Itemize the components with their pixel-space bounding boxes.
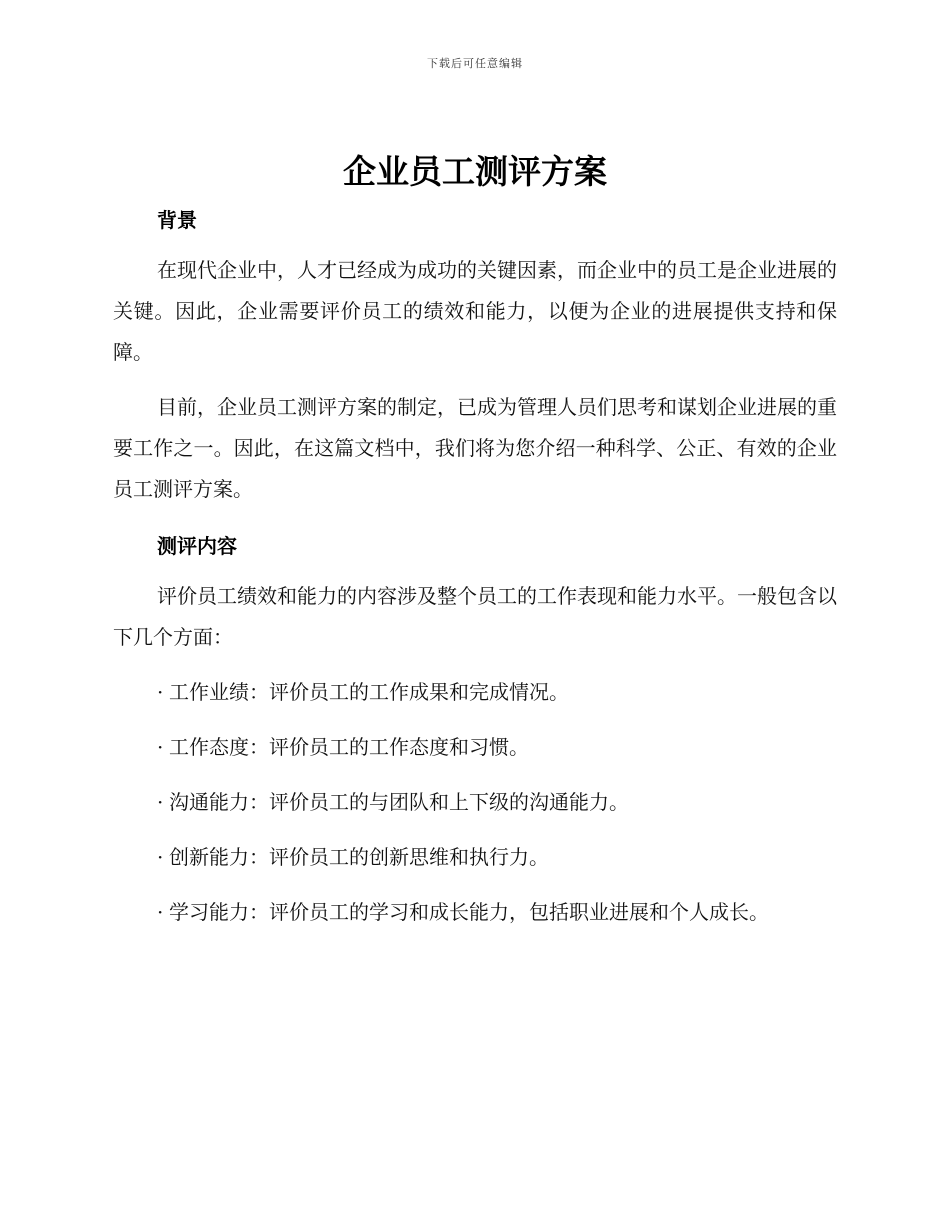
bullet-icon: · — [157, 680, 164, 704]
section-background — [113, 200, 837, 510]
paragraph: 评价员工绩效和能力的内容涉及整个员工的工作表现和能力水平。一般包含以下几个方面： — [113, 584, 837, 649]
bullet-list — [113, 672, 837, 933]
list-item — [113, 782, 837, 823]
header-note: 下载后可任意编辑 — [427, 57, 523, 70]
bullet-icon: · — [157, 790, 164, 814]
section-heading: 背景 — [157, 208, 197, 232]
document-body — [113, 200, 837, 947]
document-title: 企业员工测评方案 — [343, 152, 607, 191]
section-heading: 测评内容 — [157, 534, 237, 558]
list-item-text: 学习能力：评价员工的学习和成长能力，包括职业进展和个人成长。 — [169, 900, 769, 924]
bullet-icon: · — [157, 735, 164, 759]
paragraph: 在现代企业中，人才已经成为成功的关键因素，而企业中的员工是企业进展的关键。因此，企业需要评价员工的绩效和能力，以便为企业的进展提供支持和保障。 — [113, 258, 837, 364]
bullet-icon: · — [157, 845, 164, 869]
list-item — [113, 837, 837, 878]
list-item-text: 创新能力：评价员工的创新思维和执行力。 — [169, 845, 549, 869]
paragraph: 目前，企业员工测评方案的制定，已成为管理人员们思考和谋划企业进展的重要工作之一。因此，在这篇文档中，我们将为您介绍一种科学、公正、有效的企业员工测评方案。 — [113, 395, 837, 501]
list-item — [113, 892, 837, 933]
bullet-icon: · — [157, 900, 164, 924]
list-item — [113, 672, 837, 713]
list-item-text: 工作态度：评价员工的工作态度和习惯。 — [169, 735, 529, 759]
list-item — [113, 727, 837, 768]
section-assessment-content — [113, 526, 837, 933]
list-item-text: 工作业绩：评价员工的工作成果和完成情况。 — [169, 680, 569, 704]
list-item-text: 沟通能力：评价员工的与团队和上下级的沟通能力。 — [169, 790, 629, 814]
